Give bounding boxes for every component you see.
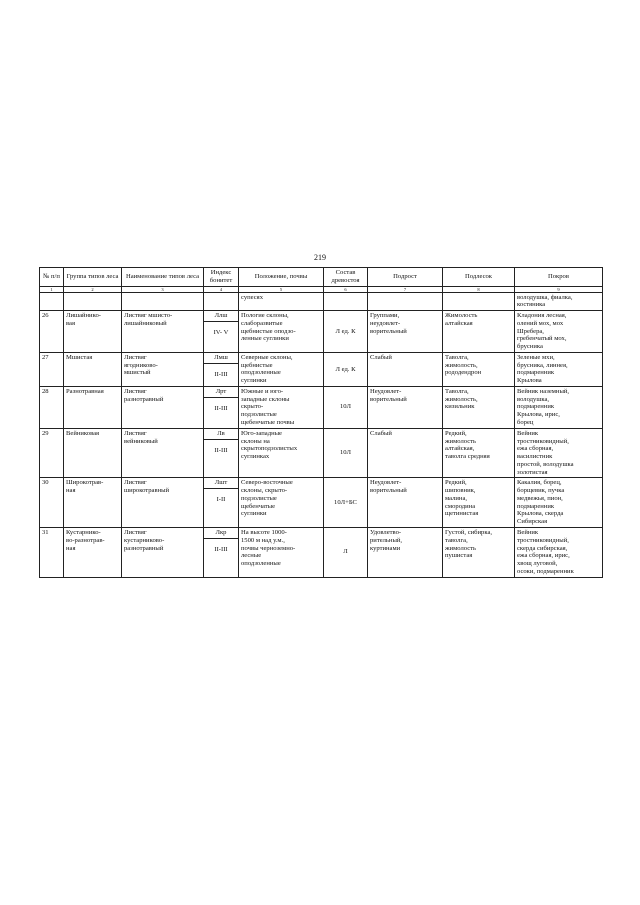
index-bonitet-cell: [204, 527, 239, 577]
col-number: 3: [122, 286, 204, 292]
undergrowth: Слабый: [368, 428, 443, 478]
col-number: 8: [443, 286, 515, 292]
table-row: [40, 386, 603, 428]
table-row: [40, 311, 603, 353]
forest-type-name: Листвяг ягодниково- мшистый: [122, 352, 204, 386]
bonitet-class: II-III: [214, 545, 228, 553]
col-number: 1: [40, 286, 64, 292]
col-number: 9: [515, 286, 603, 292]
row-number: 30: [40, 478, 64, 528]
stand-composition: 10Л: [324, 386, 368, 428]
index-bonitet-cell: [204, 428, 239, 478]
forest-group: Лишайнико- вая: [64, 311, 122, 353]
bonitet-class: I-II: [216, 496, 226, 504]
ground-cover: Кладония лесная, олений мох, мох Шребера, гребенчатый мох, брусника: [515, 311, 603, 353]
position-soils: Северо-восточные склоны, скрыто- подзолистые щебенчатые суглинки: [239, 478, 324, 528]
stand-composition: 10Л: [324, 428, 368, 478]
col-number: 7: [368, 286, 443, 292]
forest-types-table: [39, 267, 603, 578]
header-undergrowth: Подрост: [368, 268, 443, 287]
position-soils: Юго-западные склоны на скрытоподзолистых суглинках: [239, 428, 324, 478]
row-number: 31: [40, 527, 64, 577]
position-soils: Пологие склоны, слаборазвитые щебнистые оподзо- ленные суглинки: [239, 311, 324, 353]
stand-composition: 10Л+БС: [324, 478, 368, 528]
header-index: Индекс бонитет: [204, 268, 239, 287]
ground-cover: Вейник наземный, володушка, подмаренник Крылова, ирис, борец: [515, 386, 603, 428]
row-number: 28: [40, 386, 64, 428]
index-bonitet-cell: [204, 386, 239, 428]
understory: Жимолость алтайская: [443, 311, 515, 353]
stand-composition: Л ед. К: [324, 311, 368, 353]
row-number: 26: [40, 311, 64, 353]
ground-cover: Вейник тростниковидный, ежа сборная, василистник простой, володушка золотистая: [515, 428, 603, 478]
undergrowth: Слабый: [368, 352, 443, 386]
bonitet-class: IV- V: [213, 328, 229, 336]
undergrowth: Неудовлет- ворительный: [368, 386, 443, 428]
ground-cover: Зеленые мхи, брусника, линнея, подмаренник Крылова: [515, 352, 603, 386]
index-code: Лрт: [204, 388, 238, 398]
forest-group: Вейниковая: [64, 428, 122, 478]
ground-cover: Вейник тростниковидный, скерда сибирская, ежа сборная, ирис, хвощ луговой, осоки, подмаренник: [515, 527, 603, 577]
row-number: 29: [40, 428, 64, 478]
col-number: 4: [204, 286, 239, 292]
ground-cover: Какалия, борец, борщевик, пучка медвежья, пион, подмаренник Крылова, скерда Сибирская: [515, 478, 603, 528]
table-row: [40, 352, 603, 386]
header-group: Группа типов леса: [64, 268, 122, 287]
index-bonitet-cell: [204, 478, 239, 528]
index-code: Ллш: [204, 312, 238, 322]
col-number: 2: [64, 286, 122, 292]
understory: Таволга, жимолость, кизильник: [443, 386, 515, 428]
undergrowth: Неудовлет- ворительный: [368, 478, 443, 528]
index-code: Лшт: [204, 479, 238, 489]
header-understory: Подлесок: [443, 268, 515, 287]
continuation-row: [40, 292, 603, 311]
header-cover: Покров: [515, 268, 603, 287]
understory: Редкий, жимолость алтайская, таволга средняя: [443, 428, 515, 478]
header-composition: Состав древостоя: [324, 268, 368, 287]
forest-type-name: Листвяг мшисто- лишайниковый: [122, 311, 204, 353]
forest-group: Широкотрав- ная: [64, 478, 122, 528]
bonitet-class: II-III: [214, 404, 228, 412]
header-row: [40, 268, 603, 287]
index-code: Лмш: [204, 354, 238, 364]
table-row: [40, 527, 603, 577]
forest-type-name: Листвяг широкотравный: [122, 478, 204, 528]
forest-type-name: Листвяг разнотравный: [122, 386, 204, 428]
col-number: 6: [324, 286, 368, 292]
stand-composition: Л ед. К: [324, 352, 368, 386]
header-num: № п/п: [40, 268, 64, 287]
row-number: 27: [40, 352, 64, 386]
index-code: Лкр: [204, 529, 238, 539]
bonitet-class: II-III: [214, 370, 228, 378]
page-number: 219: [314, 253, 326, 262]
bonitet-class: II-III: [214, 446, 228, 454]
col-number: 5: [239, 286, 324, 292]
stand-composition: Л: [324, 527, 368, 577]
forest-type-name: Листвяг вейниковый: [122, 428, 204, 478]
index-bonitet-cell: [204, 311, 239, 353]
forest-group: Разнотравная: [64, 386, 122, 428]
position-soils: Южные и юго- западные склоны скрыто- подзолистые щебенчатые почвы: [239, 386, 324, 428]
undergrowth: Удовлетво- рительный, куртинами: [368, 527, 443, 577]
table-row: [40, 428, 603, 478]
table-row: [40, 478, 603, 528]
position-soils: На высоте 1000- 1500 м над у.м., почвы черноземно- лесные оподзоленные: [239, 527, 324, 577]
understory: Густой, сибирка, таволга, жимолость пушистая: [443, 527, 515, 577]
understory: Редкий, шиповник, малина, смородина щетинистая: [443, 478, 515, 528]
index-bonitet-cell: [204, 352, 239, 386]
forest-group: Мшистая: [64, 352, 122, 386]
undergrowth: Группами, неудовлет- ворительный: [368, 311, 443, 353]
index-code: Лв: [204, 430, 238, 440]
continuation-position: супесях: [239, 292, 324, 311]
position-soils: Северные склоны, щебнистые оподзоленные суглинки: [239, 352, 324, 386]
continuation-cover: володушка, фиалка, костяника: [515, 292, 603, 311]
forest-group: Кустарнико- во-разнотрав- ная: [64, 527, 122, 577]
understory: Таволга, жимолость, рододендрон: [443, 352, 515, 386]
forest-type-name: Листвяг кустарниково- разнотравный: [122, 527, 204, 577]
header-position: Положение, почвы: [239, 268, 324, 287]
header-name: Наименование типов леса: [122, 268, 204, 287]
